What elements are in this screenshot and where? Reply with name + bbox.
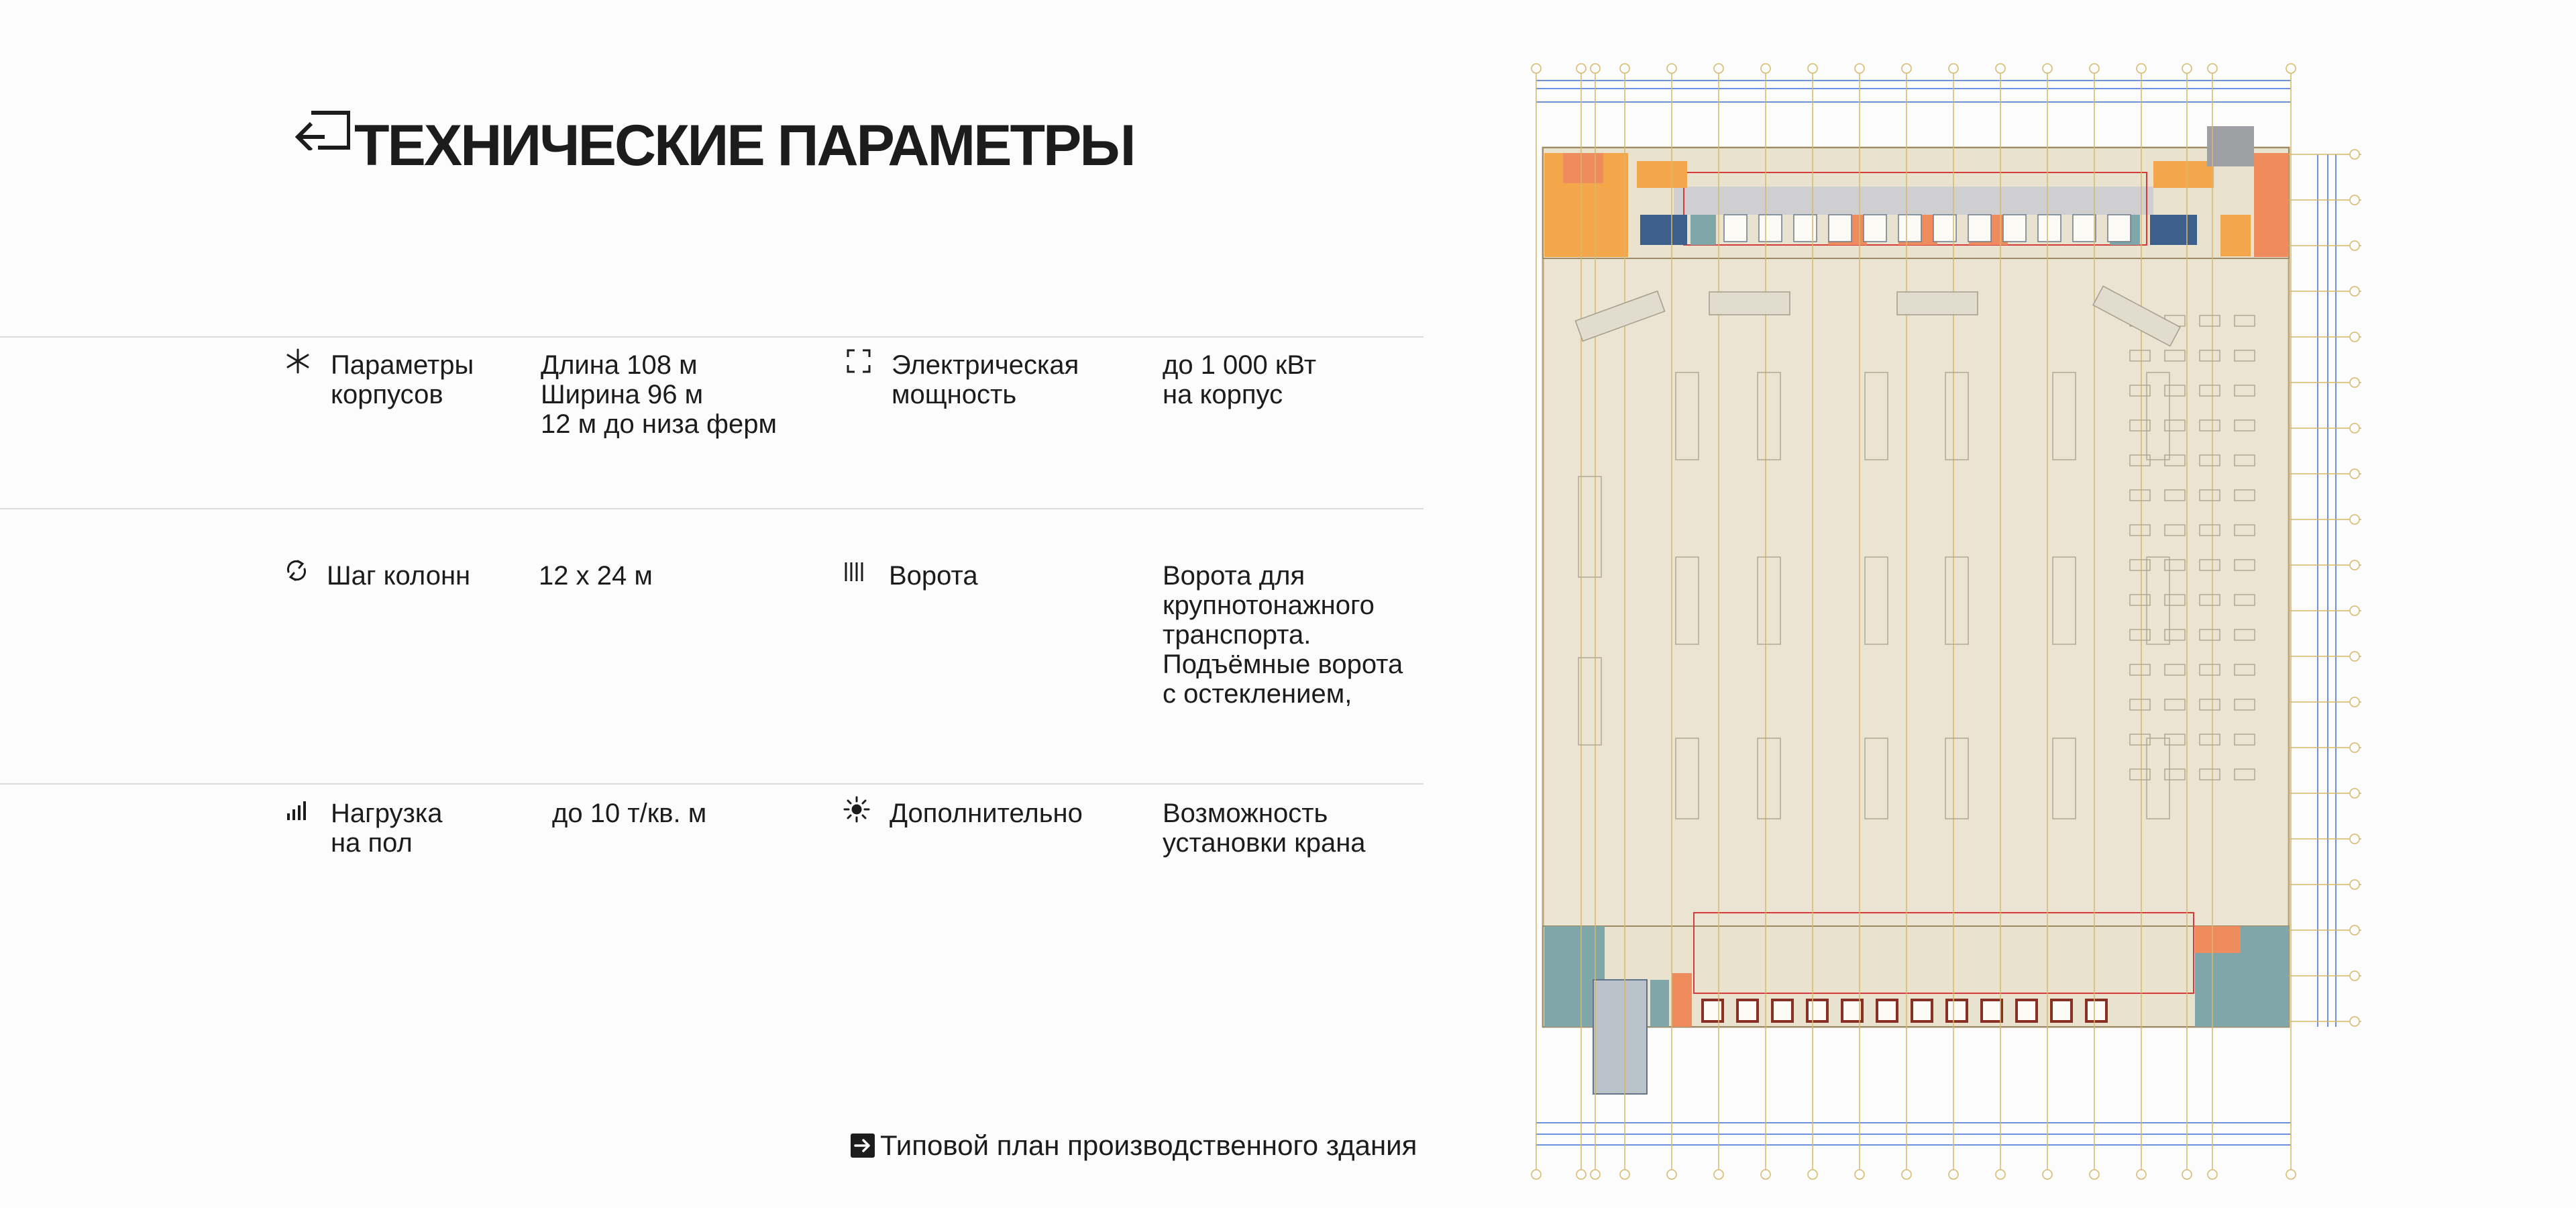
param-value-additional: Возможность установки крана — [1163, 799, 1366, 858]
axis-bubble — [2350, 652, 2359, 661]
axis-bubble — [1591, 1170, 1600, 1179]
divider — [0, 336, 1424, 338]
axis-bubble — [1620, 64, 1629, 73]
axis-bubble — [2350, 971, 2359, 980]
page-header — [294, 101, 1134, 178]
param-value-gates: Ворота для крупнотонажного транспорта. Подъёмные ворота с остеклением, — [1163, 561, 1403, 709]
cell — [2073, 215, 2096, 242]
gate — [2051, 1000, 2072, 1021]
axis-bubble — [2350, 697, 2359, 707]
arrows-cycle-icon — [283, 557, 310, 584]
axis-bubble — [1808, 1170, 1817, 1179]
axis-bubble — [2208, 64, 2217, 73]
param-value-power: до 1 000 кВт на корпус — [1163, 350, 1317, 409]
cell — [2003, 215, 2026, 242]
room — [1637, 161, 1687, 188]
axis-bubble — [2090, 1170, 2099, 1179]
axis-bubble — [2350, 332, 2359, 342]
gate — [1737, 1000, 1758, 1021]
axis-bubble — [1667, 1170, 1676, 1179]
axis-bubble — [2043, 64, 2052, 73]
axis-bubble — [1667, 64, 1676, 73]
cell — [1968, 215, 1991, 242]
param-label-power: Электрическая мощность — [892, 350, 1079, 409]
cell — [1724, 215, 1747, 242]
axis-bubble — [2286, 64, 2296, 73]
axis-bubble — [1949, 64, 1958, 73]
dimension-lines-bottom — [1536, 1123, 2291, 1145]
axis-bubble — [2350, 560, 2359, 570]
axis-bubble — [2137, 64, 2146, 73]
gate — [1982, 1000, 2002, 1021]
cell — [1933, 215, 1956, 242]
corridor-top — [1674, 187, 2153, 215]
axis-bubble — [2137, 1170, 2146, 1179]
axis-bubble — [1855, 1170, 1864, 1179]
gate — [1912, 1000, 1932, 1021]
axis-bubble — [2350, 515, 2359, 524]
gate — [1772, 1000, 1792, 1021]
axis-bubble — [2350, 469, 2359, 479]
cell — [2038, 215, 2061, 242]
cell — [2108, 215, 2131, 242]
gate — [1807, 1000, 1827, 1021]
axis-bubble — [1620, 1170, 1629, 1179]
gate — [1947, 1000, 1967, 1021]
axis-bubble — [1761, 64, 1770, 73]
cell — [1829, 215, 1851, 242]
axis-bubble — [2350, 743, 2359, 752]
param-value-column-grid: 12 х 24 м — [539, 561, 653, 591]
room-right-top — [2254, 153, 2289, 257]
axis-bubble — [1949, 1170, 1958, 1179]
axis-bubble — [2350, 378, 2359, 387]
axis-bubble — [2350, 1017, 2359, 1026]
param-value-floor-load: до 10 т/кв. м — [552, 799, 707, 828]
room — [1690, 215, 1716, 245]
gate — [2017, 1000, 2037, 1021]
dashed-square-icon — [845, 348, 872, 374]
signal-bars-icon — [286, 797, 313, 824]
axis-bubble — [1576, 1170, 1586, 1179]
cell — [1794, 215, 1817, 242]
divider — [0, 783, 1424, 785]
gate — [1703, 1000, 1723, 1021]
axis-bubble — [1761, 1170, 1770, 1179]
room — [2195, 926, 2241, 953]
gate — [2086, 1000, 2106, 1021]
axis-bubble — [2182, 1170, 2192, 1179]
param-label-additional: Дополнительно — [890, 799, 1083, 828]
axis-bubble — [1855, 64, 1864, 73]
dimension-lines-right — [2318, 154, 2336, 1027]
axis-bubble — [2182, 64, 2192, 73]
vertical-bars-icon — [843, 560, 869, 587]
axis-bubble — [1591, 64, 1600, 73]
param-label-gates: Ворота — [889, 561, 978, 591]
axis-bubble — [2350, 195, 2359, 205]
plan-caption-text: Типовой план производственного здания — [880, 1129, 1417, 1161]
param-label-floor-load: Нагрузка на пол — [331, 799, 443, 858]
stair-top — [2207, 126, 2254, 166]
annex-bottom — [1593, 980, 1647, 1094]
return-arrow-icon — [294, 103, 350, 150]
axis-bubble — [2286, 1170, 2296, 1179]
room — [1563, 153, 1603, 183]
axis-bubble — [2350, 423, 2359, 433]
cell — [1864, 215, 1886, 242]
axis-bubble — [1996, 64, 2005, 73]
axis-bubble — [2350, 880, 2359, 889]
plan-caption — [851, 1129, 1417, 1162]
asterisk-icon — [284, 348, 311, 374]
arrow-right-box-icon — [851, 1134, 875, 1158]
room — [2220, 215, 2251, 256]
axis-bubble — [2350, 287, 2359, 296]
axis-bubble — [2350, 241, 2359, 250]
axis-bubble — [1532, 64, 1541, 73]
sun-icon — [843, 796, 870, 823]
axis-bubble — [1714, 1170, 1723, 1179]
axis-bubble — [2350, 606, 2359, 615]
axis-bubble — [2350, 150, 2359, 159]
axis-bubble — [2090, 64, 2099, 73]
floor-plan-drawing — [1523, 60, 2375, 1188]
cell — [1759, 215, 1782, 242]
dimension-lines-top — [1536, 81, 2291, 102]
room — [1672, 973, 1692, 1027]
axis-bubble — [1996, 1170, 2005, 1179]
axis-bubble — [2043, 1170, 2052, 1179]
axis-bubble — [1576, 64, 1586, 73]
room — [1640, 215, 1687, 245]
axis-bubble — [1902, 64, 1911, 73]
axis-bubble — [2350, 834, 2359, 844]
axis-bubble — [1902, 1170, 1911, 1179]
room — [2153, 161, 2214, 188]
axis-bubble — [1808, 64, 1817, 73]
gate — [1877, 1000, 1897, 1021]
axis-bubble — [2208, 1170, 2217, 1179]
room — [2150, 215, 2197, 245]
page-title: ТЕХНИЧЕСКИЕ ПАРАМЕТРЫ — [354, 113, 1134, 178]
axis-bubble — [2350, 925, 2359, 935]
param-label-dimensions: Параметры корпусов — [331, 350, 474, 409]
cell — [1898, 215, 1921, 242]
axis-bubble — [1532, 1170, 1541, 1179]
production-hall — [1543, 148, 2289, 1027]
divider — [0, 508, 1424, 509]
axis-bubble — [2350, 789, 2359, 798]
room — [1650, 980, 1669, 1027]
param-label-column-grid: Шаг колонн — [327, 561, 471, 591]
axis-bubble — [1714, 64, 1723, 73]
param-value-dimensions: Длина 108 м Ширина 96 м 12 м до низа ферм — [541, 350, 777, 439]
